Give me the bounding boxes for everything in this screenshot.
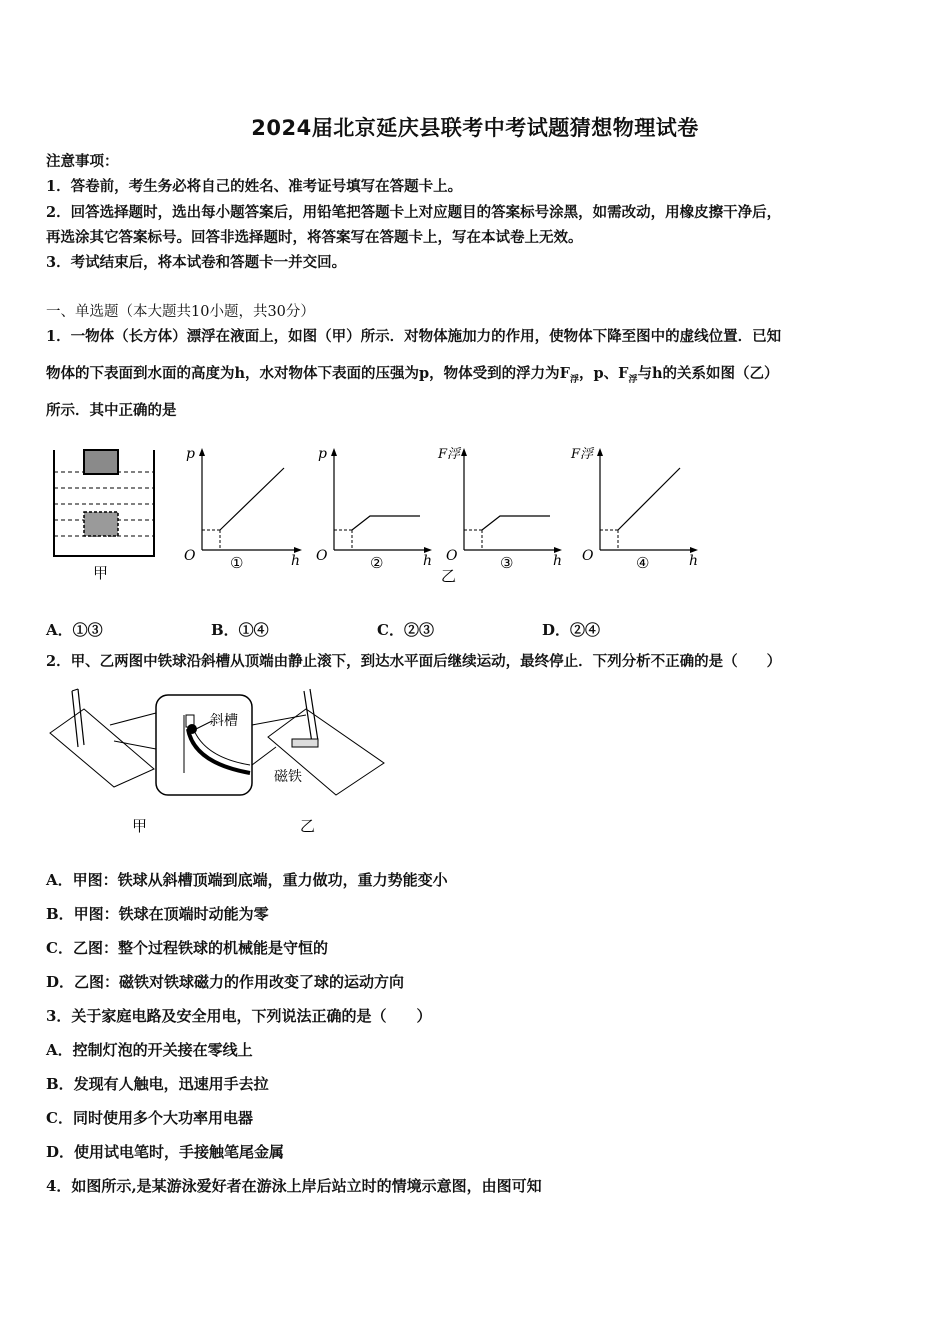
section-heading: 一、单选题（本大题共10小题，共30分） (46, 304, 315, 320)
q2-figure (44, 685, 404, 845)
yi-label: 乙 (441, 567, 457, 585)
graph-4-number: ④ (636, 554, 650, 572)
q3-option-a[interactable]: A．控制灯泡的开关接在零线上 (46, 1041, 253, 1059)
notice-item: 3．考试结束后，将本试卷和答题卡一并交回。 (46, 254, 347, 271)
notice-heading: 注意事项： (46, 153, 119, 170)
notice-item: 1．答卷前，考生务必将自己的姓名、准考证号填写在答题卡上。 (46, 178, 463, 195)
q2-jia-label: 甲 (132, 817, 148, 835)
page-title: 2024届北京延庆县联考中考试题猜想物理试卷 (251, 116, 699, 140)
q3-option-d[interactable]: D．使用试电笔时，手接触笔尾金属 (46, 1143, 285, 1161)
q2-option-a[interactable]: A．甲图：铁球从斜槽顶端到底端，重力做功，重力势能变小 (46, 871, 448, 889)
container-diagram (54, 450, 154, 556)
graph-3-origin: O (446, 548, 458, 564)
graph-1-xlabel: h (291, 553, 301, 569)
graph-2 (316, 446, 432, 572)
q1-option-b[interactable]: B．①④ (211, 621, 269, 639)
q2-yi-label: 乙 (300, 817, 316, 835)
graph-3-ylabel: F浮 (438, 447, 461, 462)
q2-option-c[interactable]: C．乙图：整个过程铁球的机械能是守恒的 (46, 939, 328, 957)
graph-3 (437, 447, 562, 585)
q4-stem: 4．如图所示,是某游泳爱好者在游泳上岸后站立时的情境示意图，由图可知 (46, 1177, 542, 1195)
q3-option-c[interactable]: C．同时使用多个大功率用电器 (46, 1109, 253, 1127)
notice-item: 2．回答选择题时，选出每小题答案后，用铅笔把答题卡上对应题目的答案标号涂黑，如需改动，用橡皮擦干净后， (46, 204, 782, 221)
jia-label: 甲 (93, 564, 109, 582)
q1-stem-line2: 物体的下表面到水面的高度为h，水对物体下表面的压强为p，物体受到的浮力为$F_浮$，p、$F_浮$与h的关系如图（乙） (46, 365, 779, 385)
q1-stem-line3: 所示．其中正确的是 (46, 402, 177, 419)
graph-2-origin: O (316, 548, 328, 564)
graph-1 (184, 446, 302, 572)
graph-2-ylabel: p (318, 446, 327, 462)
q2-stem: 2．甲、乙两图中铁球沿斜槽从顶端由静止滚下，到达水平面后继续运动，最终停止．下列分析不正确的是（ ） (46, 653, 782, 670)
graph-1-number: ① (230, 554, 244, 572)
notice-item: 再选涂其它答案标号。回答非选择题时，将答案写在答题卡上，写在本试卷上无效。 (46, 229, 583, 246)
graph-3-number: ③ (500, 554, 514, 572)
graph-1-origin: O (184, 548, 196, 564)
q1-option-d[interactable]: D．②④ (542, 621, 601, 639)
q1-option-a[interactable]: A．①③ (46, 621, 103, 639)
graph-2-xlabel: h (423, 553, 433, 569)
q1-option-c[interactable]: C．②③ (377, 621, 434, 639)
graph-1-ylabel: p (186, 446, 195, 462)
graph-4-xlabel: h (689, 553, 699, 569)
slope-label: 斜槽 (210, 713, 238, 729)
graph-4-ylabel: F浮 (571, 447, 594, 462)
graph-4 (570, 447, 698, 572)
q2-option-d[interactable]: D．乙图：磁铁对铁球磁力的作用改变了球的运动方向 (46, 973, 405, 991)
graph-3-xlabel: h (553, 553, 563, 569)
graph-4-origin: O (582, 548, 594, 564)
q3-option-b[interactable]: B．发现有人触电，迅速用手去拉 (46, 1075, 269, 1093)
graph-2-number: ② (370, 554, 384, 572)
q1-stem-line1: 1．一物体（长方体）漂浮在液面上，如图（甲）所示．对物体施加力的作用，使物体下降至图中的虚线位置．已知 (46, 328, 782, 345)
q1-figure (40, 438, 720, 588)
magnet-label: 磁铁 (274, 769, 302, 785)
q3-stem: 3．关于家庭电路及安全用电，下列说法正确的是（ ） (46, 1007, 432, 1025)
q2-option-b[interactable]: B．甲图：铁球在顶端时动能为零 (46, 905, 269, 923)
